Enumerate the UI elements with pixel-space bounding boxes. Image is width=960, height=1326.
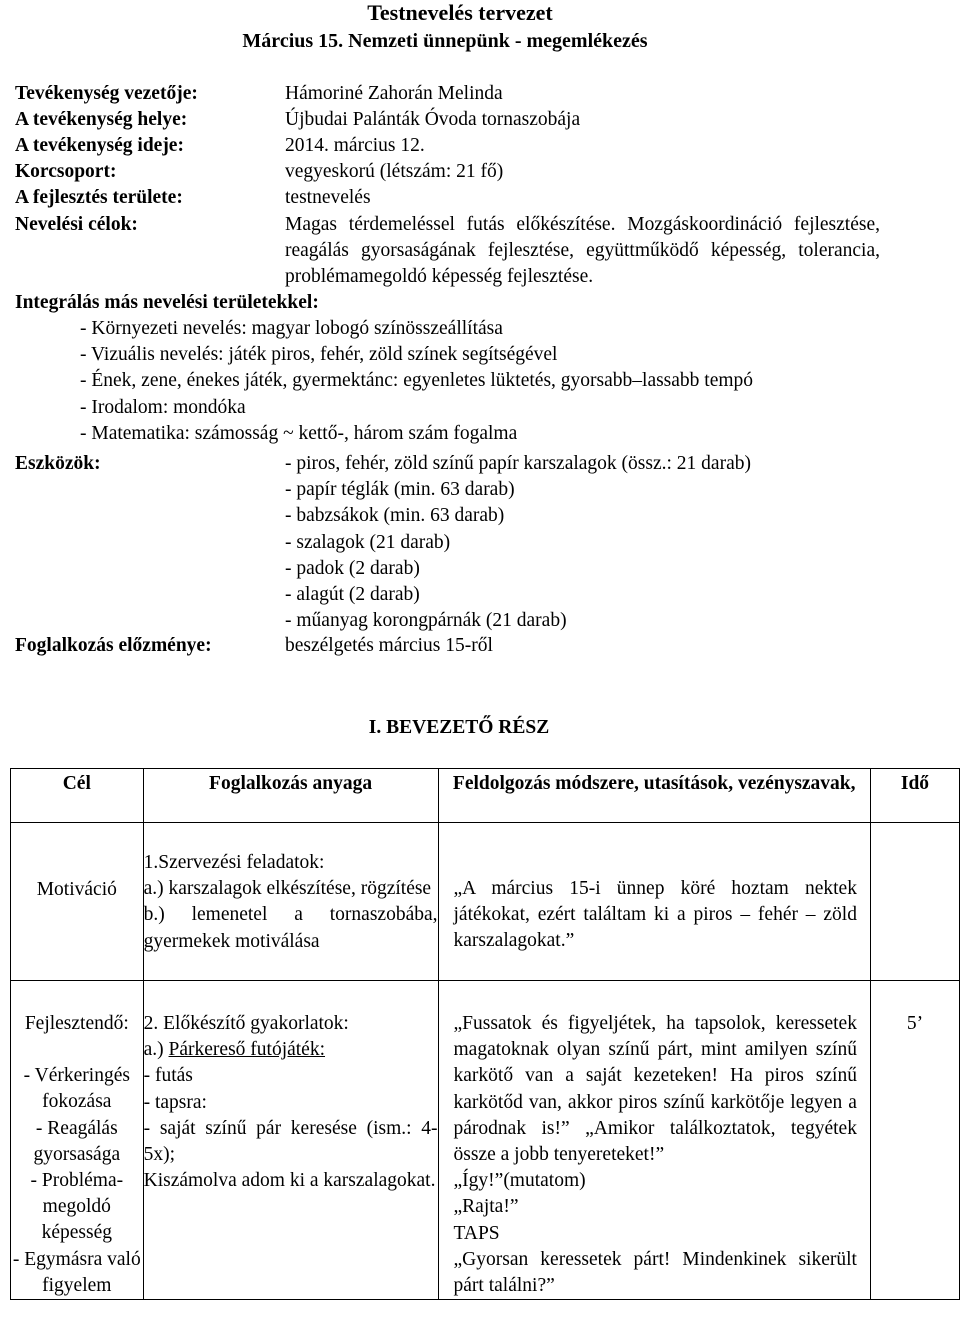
info-label: Nevelési célok: [15,214,138,235]
goal-line: - Probléma-megoldó képesség [30,1170,124,1244]
list-item: - Ének, zene, énekes játék, gyermektánc: egyenletes lüktetés, gyorsabb–lassabb tempó [80,370,754,392]
material-line: Kiszámolva adom ki a karszalagokat. [143,1170,436,1192]
info-value: vegyeskorú (létszám: 21 fő) [285,161,504,182]
info-label: Korcsoport: [15,161,117,182]
cell-material [143,823,438,981]
table-header-row [11,769,960,823]
method-line: „Rajta!” [453,1196,519,1218]
cell-material [143,981,438,1300]
table-row [11,981,960,1300]
time-text: 5’ [906,1013,924,1034]
header-time: Idő [870,769,959,823]
header-material: Foglalkozás anyaga [143,769,438,823]
header-method: Feldolgozás módszere, utasítások, vezényszavak, [438,769,870,823]
plan-table [10,768,960,1300]
cell-method [438,981,870,1300]
info-row-area [15,185,183,211]
page-subtitle: Március 15. Nemzeti ünnepünk - megemlékezés [242,30,648,52]
material-line: - tapsra: [143,1091,207,1113]
info-row-goals [15,212,138,238]
cell-goal [11,981,144,1300]
method-line: „Gyorsan keressetek párt! Mindenkinek sikerült párt találni?” [453,1248,857,1297]
info-label: A fejlesztés területe: [15,187,183,208]
goal-line: - Egymásra való figyelem [12,1248,141,1296]
info-label: A tevékenység helye: [15,109,188,130]
list-item: - padok (2 darab) [285,557,420,579]
method-text: „A március 15-i ünnep köré hoztam nektek játékokat, ezért találtam ki a piros – fehér – zöld karszalagokat.” [453,878,857,952]
previous-label: Foglalkozás előzménye: [15,635,212,656]
goal-line: - Reagálás gyorsasága [33,1117,121,1165]
header-goal: Cél [11,769,144,823]
info-row-place [15,107,187,133]
material-line: 2. Előkészítő gyakorlatok: [143,1013,349,1034]
info-row-age-group [15,159,116,185]
material-line: 1.Szervezési feladatok: [143,852,325,873]
tools-list [285,451,751,634]
integration-list [80,316,753,447]
goal-line: Fejlesztendő: [24,1013,129,1034]
table-row [11,823,960,981]
goal-text: Motiváció [36,879,117,900]
info-label: Tevékenység vezetője: [15,83,198,104]
list-item: - Környezeti nevelés: magyar lobogó színösszeállítása [80,318,503,339]
method-line: „Fussatok és figyeljétek, ha tapsolok, keressetek magatoknak olyan színű párt, mint amilyen színű karkötő van a saját kezeteken! Ha piros színű karkötőd van, akkor piros színű karkötője legyen a párodnak is!” „Amikor találkoztatok, tegyétek össze a jobb tenyereteket!” [453,1013,857,1166]
info-label: A tevékenység ideje: [15,135,184,156]
material-line: a.) karszalagok elkészítése, rögzítése [143,878,432,900]
info-value: testnevelés [285,187,371,208]
list-item: - Vizuális nevelés: játék piros, fehér, zöld színek segítségével [80,344,558,366]
material-line [144,1037,438,1063]
cell-time [870,981,959,1300]
method-line: TAPS [453,1222,500,1244]
page-title: Testnevelés tervezet [367,0,553,25]
list-item: - Matematika: számosság ~ kettő-, három szám fogalma [80,422,518,444]
cell-time [870,823,959,981]
goals-text: Magas térdemeléssel futás előkészítése. Mozgáskoordináció fejlesztése, reagálás gyorsaságának fejlesztése, együttműködő képesség, tolerancia, problémamegoldó képesség fejlesztése. [285,214,880,288]
material-line: - saját színű pár keresése (ism.: 4-5x); [143,1117,438,1166]
game-name: Párkereső futójáték: [168,1039,326,1061]
material-line: - futás [143,1065,193,1087]
list-item: - szalagok (21 darab) [285,531,451,553]
info-value: Hámoriné Zahorán Melinda [285,83,503,104]
cell-method [438,823,870,981]
list-item: - babzsákok (min. 63 darab) [285,505,505,527]
tools-label: Eszközök: [15,453,101,474]
info-row-leader [15,81,198,107]
material-line: b.) lemenetel a tornaszobába, gyermekek motiválása [143,904,438,952]
integration-label: Integrálás más nevelési területekkel: [15,292,319,313]
list-item: - papír téglák (min. 63 darab) [285,479,515,501]
info-row-date [15,133,184,159]
info-value: Újbudai Palánták Óvoda tornaszobája [285,109,581,130]
info-value: 2014. március 12. [285,135,425,156]
section-title: I. BEVEZETŐ RÉSZ [368,717,550,738]
list-item: - Irodalom: mondóka [80,396,246,418]
previous-value: beszélgetés március 15-ről [285,635,493,656]
list-item: - piros, fehér, zöld színű papír karszalagok (össz.: 21 darab) [285,453,751,474]
game-prefix: a.) [143,1039,169,1061]
list-item: - műanyag korongpárnák (21 darab) [285,610,567,632]
cell-goal [11,823,144,981]
list-item: - alagút (2 darab) [285,583,420,605]
goal-line: - Vérkeringés fokozása [23,1065,130,1113]
method-line: „Így!”(mutatom) [453,1170,586,1192]
